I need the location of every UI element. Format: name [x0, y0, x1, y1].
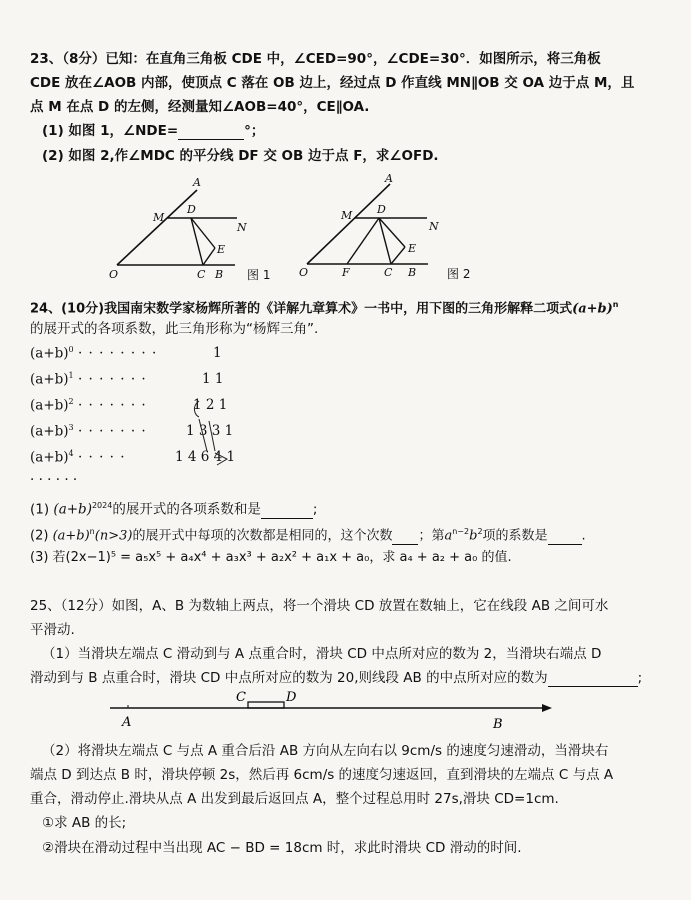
- q24-p2-term-b: b: [469, 528, 478, 544]
- yanghui-exp: 3: [68, 423, 74, 432]
- q24-p2-end: 项的系数是: [482, 528, 548, 544]
- q25-q-b: ②滑块在滑动过程中当出现 AC − BD = 18cm 时，求此时滑块 CD 滑动的时间.: [42, 840, 522, 856]
- yanghui-exp: 1: [68, 371, 74, 380]
- q24-p2-term-exp1: n−2: [452, 527, 470, 536]
- q24-p2-cond: (n>3): [94, 528, 133, 544]
- fig1-label-d: D: [187, 203, 196, 216]
- yanghui-coeffs: 1: [213, 345, 222, 361]
- q24-p2-mid2: ；第: [418, 528, 445, 544]
- yanghui-coeffs: 1 2 1: [193, 397, 228, 413]
- q24-p1-end: ;: [312, 501, 318, 518]
- q24-p1-text: 的展开式的各项系数和是: [112, 501, 261, 518]
- fig2-label-c: C: [384, 266, 393, 279]
- yanghui-row-2: [30, 397, 228, 414]
- fig1-label-a: A: [193, 176, 201, 189]
- q23-answer-blank[interactable]: [178, 126, 244, 140]
- fig2-label-n: N: [429, 220, 439, 233]
- fig1-ray-oa: [117, 190, 197, 265]
- q25-p1-line1: （1）当滑块左端点 C 滑动到与 A 点重合时，滑块 CD 中点所对应的数为 2，当滑块右端点 D: [42, 646, 602, 662]
- q25-p2-line2: 端点 D 到达点 B 时，滑块停顿 2s，然后再 6cm/s 的速度匀速返回，直到滑块的左端点 C 与点 A: [30, 767, 614, 783]
- fig2-label-m: M: [341, 209, 353, 222]
- q24-p2-exp: n: [89, 527, 95, 536]
- yanghui-exp: 0: [68, 345, 74, 354]
- yanghui-row-1: [30, 371, 224, 388]
- q23-header: 23、（8分）已知：在直角三角板 CDE 中，∠CED=90°，∠CDE=30°．如图所示，将三角板: [30, 51, 601, 67]
- fig1-caption: 图 1: [247, 268, 271, 282]
- q23-part1: [42, 122, 264, 140]
- fig2-seg-df: [347, 218, 379, 264]
- q25-q-a: ①求 AB 的长;: [42, 815, 127, 831]
- yanghui-row-4: [30, 449, 236, 466]
- fig2-label-a: A: [385, 172, 393, 185]
- yanghui-more: · · · · · ·: [30, 472, 78, 488]
- yanghui-coeffs: 1 3 3 1: [186, 423, 234, 439]
- q24-part3: (3) 若(2x−1)⁵ = a₅x⁵ + a₄x⁴ + a₃x³ + a₂x² + a₁x + a₀，求 a₄ + a₂ + a₀ 的值.: [30, 550, 512, 565]
- yanghui-expr: (a+b): [30, 345, 69, 362]
- fig2-label-o: O: [299, 266, 309, 279]
- number-line-figure: [100, 690, 560, 732]
- q24-p1-blank[interactable]: [261, 505, 313, 519]
- yanghui-expr: (a+b): [30, 371, 69, 388]
- yanghui-expr: (a+b): [30, 423, 69, 440]
- q24-p2-final: .: [581, 528, 586, 544]
- q24-p2-term-a: a: [444, 528, 453, 544]
- q24-p1-exp: 2024: [91, 501, 113, 510]
- fig2-label-e: E: [408, 242, 417, 255]
- annotation-stroke-2: [199, 419, 207, 451]
- q25-p2-line3: 重合，滑动停止.滑块从点 A 出发到最后返回点 A，整个过程总用时 27s,滑块 CD=1cm.: [30, 791, 559, 807]
- fig1-label-e: E: [217, 243, 226, 256]
- fig1-seg-ce: [203, 248, 215, 265]
- q24-p2-expr: (a+b): [52, 528, 90, 544]
- fig1-label-n: N: [237, 221, 247, 234]
- q25-p1-end: ;: [637, 670, 643, 686]
- q24-part1: [30, 497, 317, 519]
- fig1-label-o: O: [109, 268, 119, 281]
- q24-binom-exp: n: [612, 300, 619, 309]
- q24-p1-num: (1): [30, 501, 50, 518]
- figure-2: [295, 172, 495, 284]
- fig1-label-c: C: [197, 268, 206, 281]
- fig1-label-b: B: [215, 268, 224, 281]
- yanghui-row-3: [30, 423, 234, 440]
- q24-line1: [30, 296, 619, 318]
- yanghui-dots: · · · · ·: [77, 449, 126, 466]
- fig2-label-d: D: [377, 203, 386, 216]
- label-b: B: [493, 717, 503, 732]
- yanghui-coeffs: 1 4 6 4 1: [175, 449, 236, 465]
- slider-cd: [248, 702, 284, 708]
- q25-line2: 平滑动.: [30, 622, 75, 638]
- yanghui-row-0: [30, 345, 222, 362]
- q25-p1-blank[interactable]: [548, 673, 638, 687]
- yanghui-exp: 4: [68, 449, 74, 458]
- q24-p2-term-exp2: 2: [477, 527, 483, 536]
- q24-part2: [30, 523, 586, 545]
- q23-part1-text: (1) 如图 1，∠NDE=: [42, 123, 179, 139]
- yanghui-coeffs: 1 1: [202, 371, 224, 387]
- handwritten-annotation: [185, 393, 255, 473]
- fig2-label-b: B: [408, 266, 417, 279]
- yanghui-dots: · · · · · · · ·: [77, 345, 158, 362]
- q24-line1-text: 24、(10分)我国南宋数学家杨辉所著的《详解九章算术》一书中，用下图的三角形解释二项式: [30, 301, 573, 317]
- q25-line1: 25、（12分）如图，A、B 为数轴上两点，将一个滑块 CD 放置在数轴上，它在线段 AB 之间可水: [30, 598, 609, 614]
- yanghui-expr: (a+b): [30, 397, 69, 414]
- q24-line2: 的展开式的各项系数，此三角形称为“杨辉三角”.: [30, 321, 319, 337]
- q25-p2-line1: （2）将滑块左端点 C 与点 A 重合后沿 AB 方向从左向右以 9cm/s 的速度匀速滑动，当滑块右: [42, 743, 609, 759]
- q24-binom: (a+b): [572, 301, 613, 317]
- annotation-stroke-4: [215, 453, 227, 465]
- q25-p1-line2: [30, 669, 642, 687]
- annotation-stroke-3: [209, 421, 215, 451]
- q24-p2-mid: 的展开式中每项的次数都是相同的，这个次数: [132, 528, 393, 544]
- fig2-caption: 图 2: [447, 267, 471, 281]
- yanghui-dots: · · · · · · ·: [77, 423, 147, 440]
- yanghui-exp: 2: [68, 397, 74, 406]
- yanghui-expr: (a+b): [30, 449, 69, 466]
- q24-p1-expr: (a+b): [53, 501, 92, 518]
- q24-p2-blank-1[interactable]: [392, 531, 418, 545]
- figure-1: [105, 175, 290, 285]
- q24-p2-num: (2): [30, 528, 49, 544]
- q23-line3: 点 M 在点 D 的左侧，经测量知∠AOB=40°，CE∥OA.: [30, 99, 370, 115]
- label-c: C: [236, 690, 246, 705]
- q23-part2: (2) 如图 2,作∠MDC 的平分线 DF 交 OB 边于点 F，求∠OFD.: [42, 148, 439, 164]
- fig2-ray-oa: [307, 184, 390, 264]
- yanghui-dots: · · · · · · ·: [77, 371, 147, 388]
- label-d: D: [286, 690, 297, 705]
- q24-p2-blank-2[interactable]: [548, 531, 582, 545]
- yanghui-dots: · · · · · · ·: [77, 397, 147, 414]
- fig1-label-m: M: [153, 211, 165, 224]
- label-a: A: [122, 715, 132, 730]
- fig2-seg-ce: [391, 247, 405, 264]
- fig2-label-f: F: [342, 266, 350, 279]
- q23-part1-unit: °；: [244, 123, 265, 139]
- number-line-arrow: [542, 704, 552, 712]
- q25-p1-text: 滑动到与 B 点重合时，滑块 CD 中点所对应的数为 20,则线段 AB 的中点所对应的数为: [30, 670, 548, 686]
- q23-line2: CDE 放在∠AOB 内部，使顶点 C 落在 OB 边上，经过点 D 作直线 MN∥OB 交 OA 边于点 M，且: [30, 75, 635, 91]
- annotation-stroke-1: [194, 401, 199, 417]
